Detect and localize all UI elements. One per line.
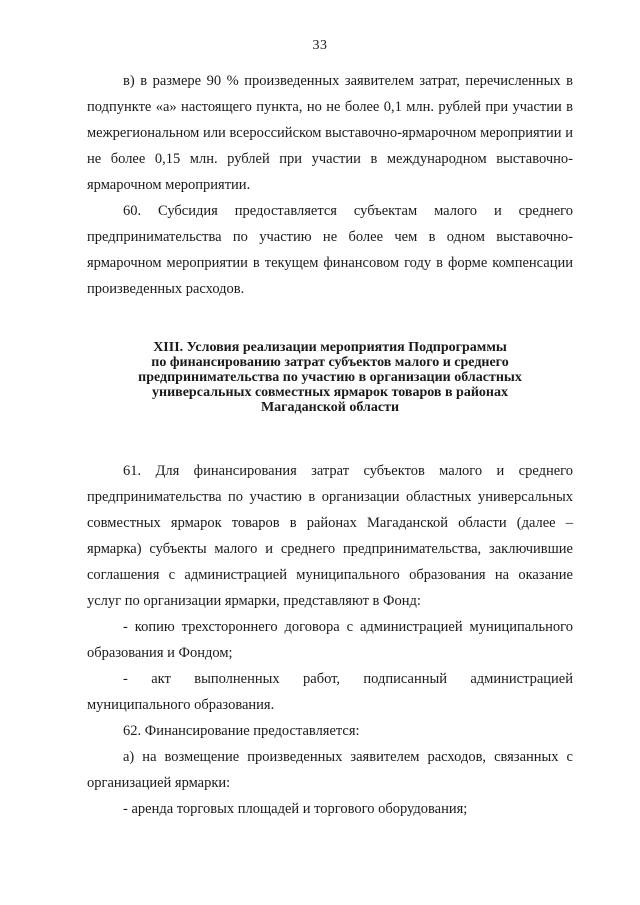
list-item-rent: - аренда торговых площадей и торгового оборудования; xyxy=(123,801,468,817)
heading-line: XIII. Условия реализации мероприятия Подпрограммы xyxy=(153,340,507,355)
heading-line: по финансированию затрат субъектов малого и среднего xyxy=(151,355,509,370)
section-heading xyxy=(87,340,573,415)
text-block-bottom xyxy=(87,458,573,822)
paragraph-subitem-v: в) в размере 90 % произведенных заявителем затрат, перечисленных в подпункте «а» настоящего пункта, но не более 0,1 млн. рублей при участии в межрегиональном или всероссийском выставочно-ярмарочном мероприятии и не более 0,15 млн. рублей при участии в международном выставочно-ярмарочном мероприятии. xyxy=(87,73,573,193)
paragraph-62-a: а) на возмещение произведенных заявителем расходов, связанных с организацией ярмарки: xyxy=(87,749,573,791)
paragraph-60: 60. Субсидия предоставляется субъектам малого и среднего предпринимательства по участию не более чем в одном выставочно-ярмарочном мероприятии в текущем финансовом году в форме компенсации произведенных расходов. xyxy=(87,203,573,297)
paragraph-62: 62. Финансирование предоставляется: xyxy=(123,723,360,739)
heading-line: универсальных совместных ярмарок товаров в районах xyxy=(152,385,508,400)
text-block-top xyxy=(87,68,573,302)
page-number: 33 xyxy=(312,38,328,53)
list-item-work-act: - акт выполненных работ, подписанный администрацией муниципального образования. xyxy=(87,671,573,713)
heading-line: предпринимательства по участию в организации областных xyxy=(138,370,522,385)
heading-line: Магаданской области xyxy=(260,400,400,415)
paragraph-61: 61. Для финансирования затрат субъектов малого и среднего предпринимательства по участию в организации областных универсальных совместных ярмарок товаров в районах Магаданской области (далее – ярмарка) субъекты малого и среднего предпринимательства, заключившие соглашения с администрацией муниципального образования на оказание услуг по организации ярмарки, представляют в Фонд: xyxy=(87,463,573,609)
list-item-contract-copy: - копию трехстороннего договора с администрацией муниципального образования и Фондом; xyxy=(87,619,573,661)
